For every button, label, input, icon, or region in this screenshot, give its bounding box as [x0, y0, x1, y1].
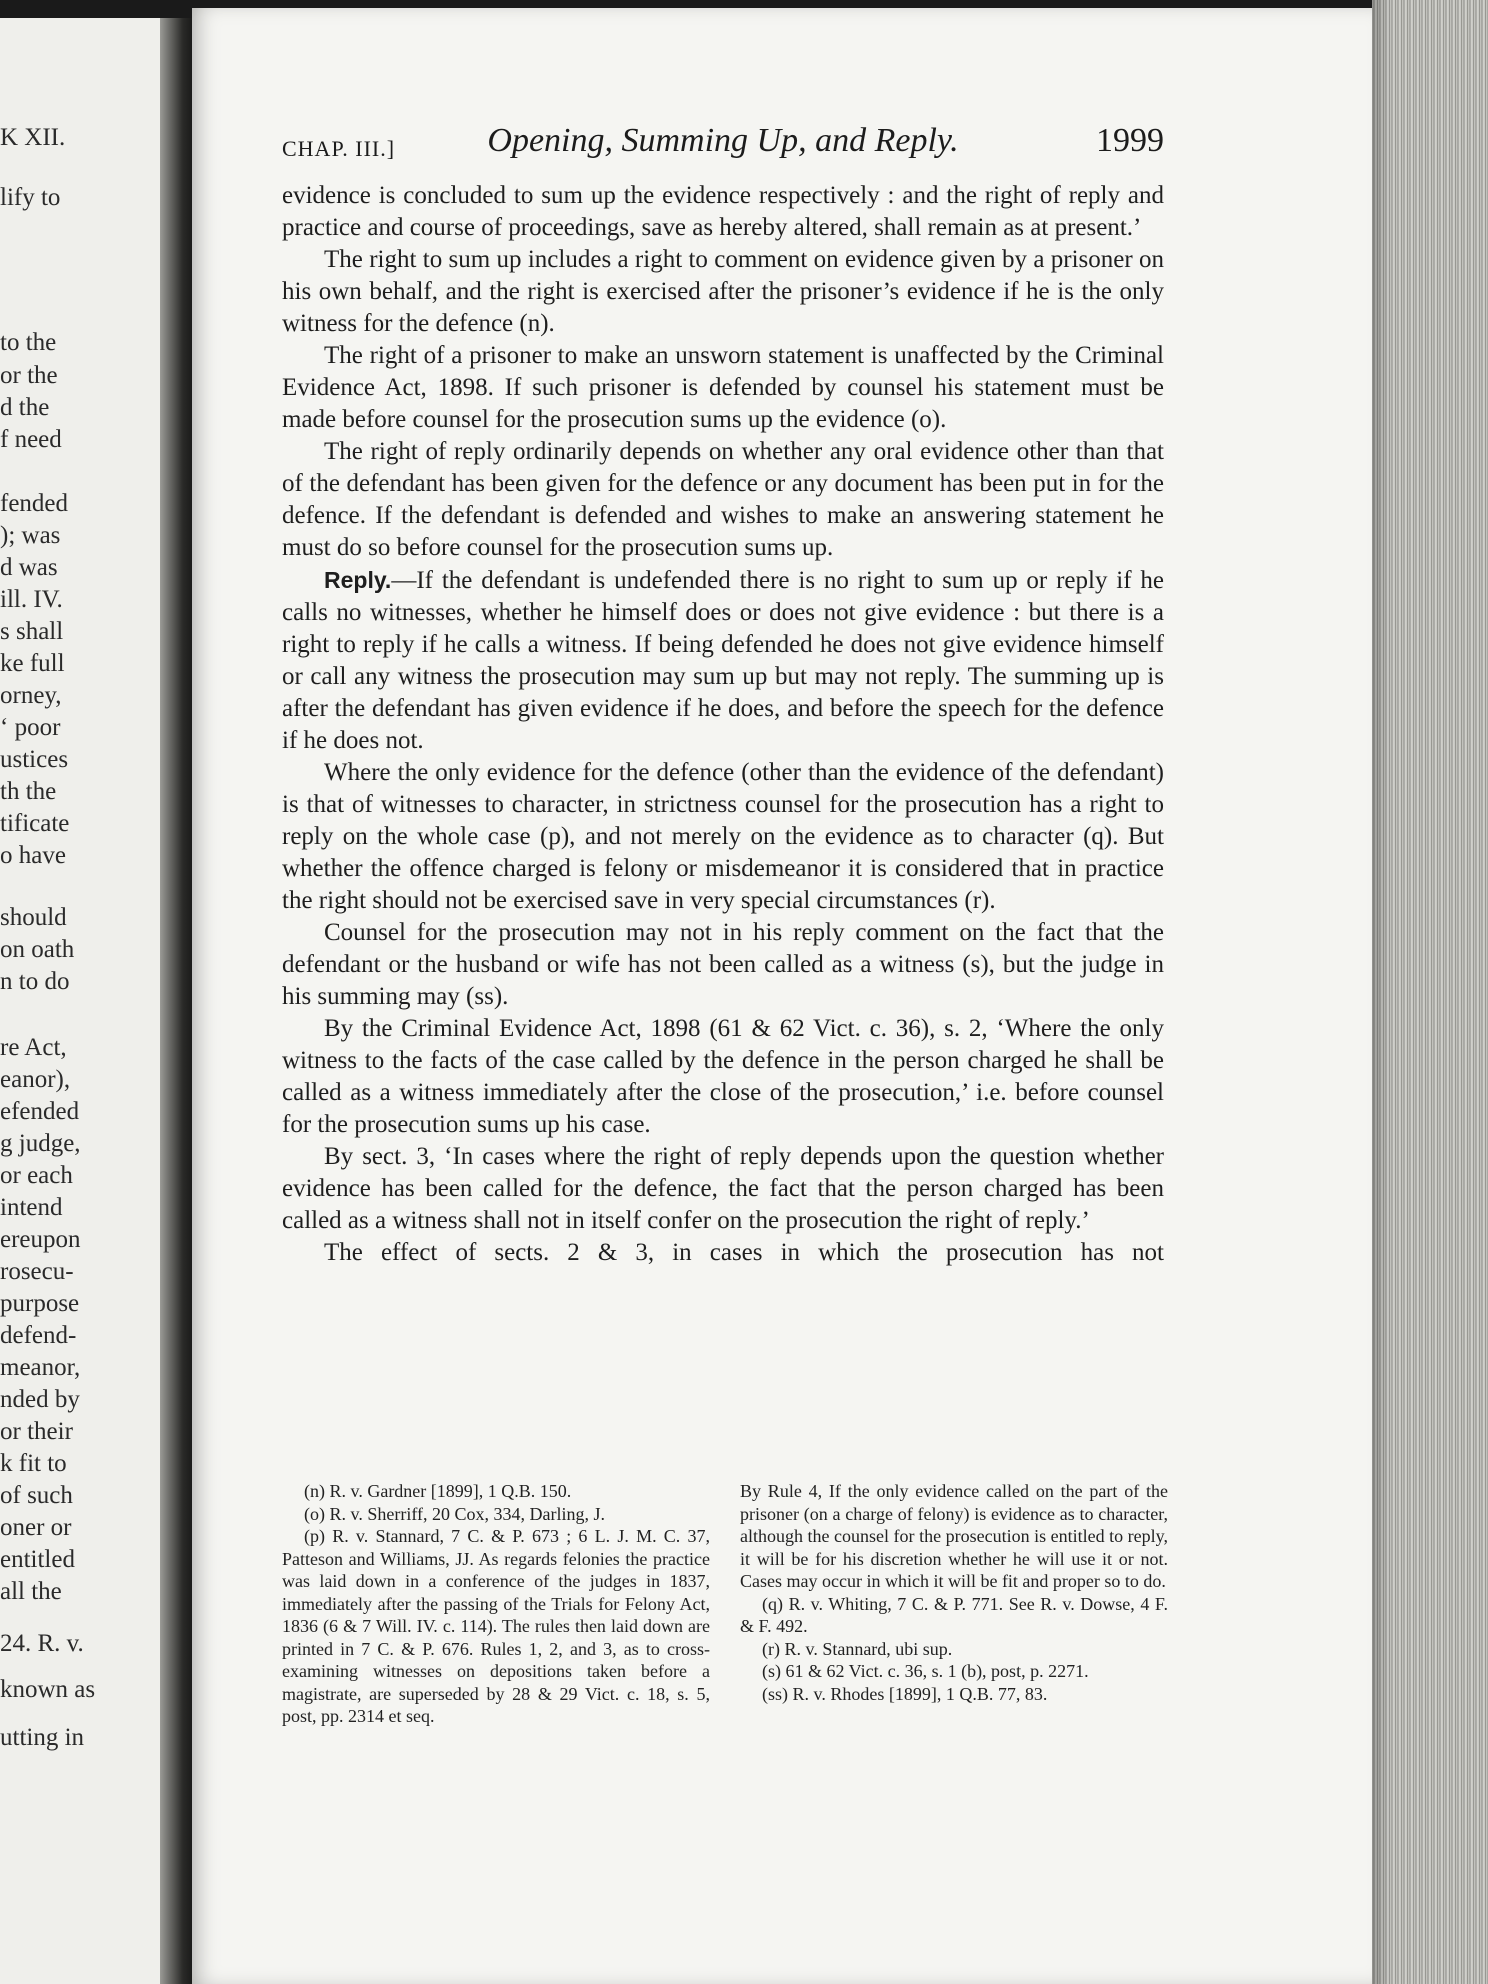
- footnotes-right-column: [740, 1480, 1168, 1705]
- chapter-label: CHAP. III.]: [282, 136, 396, 161]
- facing-page-line: or the: [0, 362, 58, 389]
- page-title: Opening, Summing Up, and Reply.: [487, 122, 959, 159]
- facing-page-line: K XII.: [0, 124, 66, 151]
- paragraph: evidence is concluded to sum up the evidence respectively : and the right of reply and practice and course of proceedings, save as hereby altered, shall remain as at present.’: [282, 182, 1164, 241]
- facing-page-line: efended: [0, 1098, 80, 1125]
- main-text: [282, 180, 1164, 1269]
- facing-page-line: of such: [0, 1482, 73, 1509]
- facing-page-line: should: [0, 904, 67, 931]
- facing-page-line: purpose: [0, 1290, 80, 1317]
- footnote: (ss) R. v. Rhodes [1899], 1 Q.B. 77, 83.: [762, 1683, 1048, 1704]
- facing-page-line: defend-: [0, 1322, 77, 1349]
- running-header: [282, 116, 1164, 166]
- facing-page-line: g judge,: [0, 1130, 81, 1157]
- facing-page-line: orney,: [0, 682, 62, 709]
- facing-page-line: oner or: [0, 1514, 72, 1541]
- facing-page-line: o have: [0, 842, 66, 869]
- facing-page-line: ustices: [0, 746, 69, 773]
- facing-page-line: entitled: [0, 1546, 75, 1573]
- facing-page-line: ); was: [0, 522, 61, 549]
- facing-page-line: fended: [0, 490, 69, 517]
- facing-page-line: k fit to: [0, 1450, 67, 1477]
- footnotes-left-column: [282, 1480, 710, 1728]
- facing-page-line: meanor,: [0, 1354, 81, 1381]
- facing-page-line: d was: [0, 554, 58, 581]
- facing-page-line: or each: [0, 1162, 73, 1189]
- paragraph: The right of a prisoner to make an unsworn statement is unaffected by the Criminal Evidence Act, 1898. If such prisoner is defended by counsel his statement must be made before counsel for the prosecution sums up the evidence (o).: [282, 342, 1164, 433]
- paragraph: The right to sum up includes a right to comment on evidence given by a prisoner on his own behalf, and the right is exercised after the prisoner’s evidence if he is the only witness for the defence (n).: [282, 246, 1164, 337]
- facing-page-line: d the: [0, 394, 50, 421]
- facing-page-line: on oath: [0, 936, 75, 963]
- paragraph: By the Criminal Evidence Act, 1898 (61 & 62 Vict. c. 36), s. 2, ‘Where the only witness to the facts of the case called by the defence in the person charged he shall be called as a witness immediately after the close of the prosecution,’ i.e. before counsel for the prosecution sums up his case.: [282, 1015, 1164, 1138]
- facing-page-line: nded by: [0, 1386, 80, 1413]
- paragraph: The right of reply ordinarily depends on whether any oral evidence other than that of the defendant has been given for the defence or any document has been put in for the defence. If the defendant is defended and wishes to make an answering statement he must do so before counsel for the prosecution sums up.: [282, 438, 1164, 561]
- paragraph: Where the only evidence for the defence (other than the evidence of the defendant) is that of witnesses to character, in strictness counsel for the prosecution has a right to reply on the whole case (p), and not merely on the evidence as to character (q). But whether the offence charged is felony or misdemeanor it is considered that in practice the right should not be exercised save in very special circumstances (r).: [282, 759, 1164, 914]
- footnote: (p) R. v. Stannard, 7 C. & P. 673 ; 6 L. J. M. C. 37, Patteson and Williams, JJ. As regards felonies the practice was laid down in a conference of the judges in 1837, immediately after the passing of the Trials for Felony Act, 1836 (6 & 7 Will. IV. c. 114). The rules then laid down are printed in 7 C. & P. 676. Rules 1, 2, and 3, as to cross-examining witnesses on depositions taken before a magistrate, are superseded by 28 & 29 Vict. c. 18, s. 5, post, pp. 2314 et seq.: [282, 1526, 710, 1726]
- facing-page-line: ‘ poor: [0, 714, 61, 741]
- run-in-heading: Reply.: [324, 567, 392, 593]
- facing-page-line: tificate: [0, 810, 70, 837]
- footnote: (n) R. v. Gardner [1899], 1 Q.B. 150.: [304, 1481, 572, 1501]
- facing-page-line: known as: [0, 1676, 96, 1703]
- facing-page-line: eanor),: [0, 1066, 71, 1093]
- paragraph: [282, 564, 1164, 757]
- paragraph: The effect of sects. 2 & 3, in cases in which the prosecution has not: [324, 1239, 1164, 1266]
- footnote: (r) R. v. Stannard, ubi sup.: [762, 1638, 953, 1659]
- facing-page-line: re Act,: [0, 1034, 67, 1061]
- facing-page-line: ereupon: [0, 1226, 81, 1253]
- footnote-continuation: By Rule 4, If the only evidence called on the part of the prisoner (on a charge of felony) is evidence as to character, although the counsel for the prosecution is entitled to reply, it will be for his discretion whether he will use it or not. Cases may occur in which it will be fit and proper so to do.: [740, 1481, 1168, 1591]
- footnote: (q) R. v. Whiting, 7 C. & P. 771. See R. v. Dowse, 4 F. & F. 492.: [740, 1593, 1168, 1636]
- facing-page-line: 24. R. v.: [0, 1630, 84, 1657]
- facing-page-line: f need: [0, 426, 62, 453]
- page-edge-shadow: [1372, 0, 1390, 1984]
- facing-page-line: rosecu-: [0, 1258, 74, 1285]
- facing-page-line: n to do: [0, 968, 70, 995]
- facing-page-line: or their: [0, 1418, 73, 1445]
- facing-page-line: lify to: [0, 184, 61, 211]
- paragraph: By sect. 3, ‘In cases where the right of reply depends upon the question whether evidence has been called for the defence, the fact that the person charged has been called as a witness shall not in itself confer on the prosecution the right of reply.’: [282, 1143, 1164, 1234]
- facing-page-line: ke full: [0, 650, 65, 677]
- paragraph: Counsel for the prosecution may not in his reply comment on the fact that the defendant or the husband or wife has not been called as a witness (s), but the judge in his summing may (ss).: [282, 919, 1164, 1010]
- facing-page-line: s shall: [0, 618, 64, 645]
- paragraph-text: —If the defendant is undefended there is no right to sum up or reply if he calls no witnesses, whether he himself does or does not give evidence : but there is a right to reply if he calls a witness. If being defended he does not give evidence himself or call any witness the prosecution may sum up but may not reply. The summing up is after the defendant has given evidence if he does, and before the speech for the defence if he does not.: [282, 567, 1164, 754]
- facing-page-line: th the: [0, 778, 57, 805]
- facing-page-line: ill. IV.: [0, 586, 63, 613]
- page-number: 1999: [1096, 122, 1164, 159]
- facing-page: [0, 18, 178, 1984]
- footnote: (o) R. v. Sherriff, 20 Cox, 334, Darling, J.: [304, 1503, 605, 1524]
- footnote: (s) 61 & 62 Vict. c. 36, s. 1 (b), post, p. 2271.: [762, 1661, 1089, 1681]
- facing-page-line: to the: [0, 329, 57, 356]
- facing-page-line: intend: [0, 1194, 63, 1221]
- facing-page-line: all the: [0, 1578, 62, 1605]
- facing-page-line: utting in: [0, 1724, 85, 1751]
